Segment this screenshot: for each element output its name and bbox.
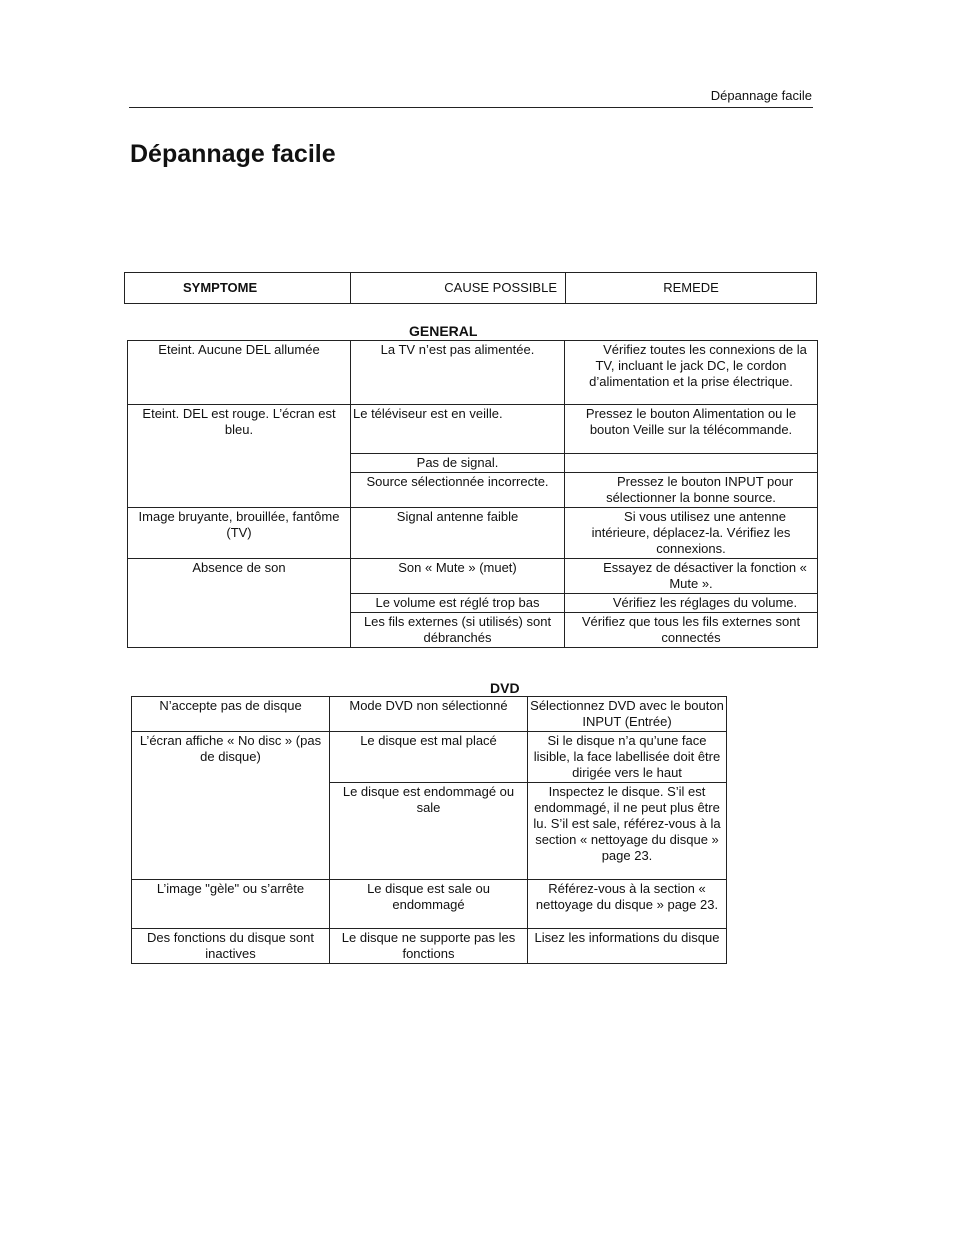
cause-cell: Source sélectionnée incorrecte. [351,473,565,508]
column-header-cause: CAUSE POSSIBLE [351,273,566,304]
cause-cell: Le volume est réglé trop bas [351,594,565,613]
symptom-cell: L’écran affiche « No disc » (pas de disque) [132,732,330,880]
remedy-cell: Pressez le bouton Alimentation ou le bouton Veille sur la télécommande. [565,405,818,454]
cause-cell: Signal antenne faible [351,508,565,559]
remedy-cell: Lisez les informations du disque [528,929,727,964]
symptom-cell: Absence de son [128,559,351,648]
symptom-cell: N’accepte pas de disque [132,697,330,732]
general-table [127,340,818,648]
column-header-remedy: REMEDE [566,273,817,304]
table-row [132,732,727,783]
table-row [132,697,727,732]
column-header-table [124,272,817,304]
cause-cell: La TV n’est pas alimentée. [351,341,565,405]
cause-cell: Le disque est endommagé ou sale [330,783,528,880]
cause-cell: Le téléviseur est en veille. [351,405,565,454]
cause-cell: Son « Mute » (muet) [351,559,565,594]
remedy-cell: Vérifiez toutes les connexions de la TV, incluant le jack DC, le cordon d’alimentation et la prise électrique. [565,341,818,405]
header-rule [129,107,813,108]
symptom-cell: Eteint. DEL est rouge. L’écran est bleu. [128,405,351,508]
symptom-cell: Eteint. Aucune DEL allumée [128,341,351,405]
dvd-section-label: DVD [490,680,520,696]
table-row [128,508,818,559]
symptom-cell: L’image "gèle" ou s’arrête [132,880,330,929]
cause-cell: Pas de signal. [351,454,565,473]
cause-cell: Le disque est sale ou endommagé [330,880,528,929]
remedy-cell: Si le disque n’a qu’une face lisible, la face labellisée doit être dirigée vers le haut [528,732,727,783]
remedy-cell: Référez-vous à la section « nettoyage du disque » page 23. [528,880,727,929]
cause-cell: Le disque est mal placé [330,732,528,783]
remedy-cell: Si vous utilisez une antenne intérieure, déplacez-la. Vérifiez les connexions. [565,508,818,559]
table-row [132,880,727,929]
remedy-cell [565,454,818,473]
remedy-cell: Vérifiez les réglages du volume. [565,594,818,613]
table-row [128,341,818,405]
cause-cell: Les fils externes (si utilisés) sont débranchés [351,613,565,648]
table-row [128,405,818,454]
table-row [125,273,817,304]
symptom-cell: Des fonctions du disque sont inactives [132,929,330,964]
running-header: Dépannage facile [710,88,812,103]
remedy-cell: Vérifiez que tous les fils externes sont connectés [565,613,818,648]
remedy-cell: Inspectez le disque. S’il est endommagé, il ne peut plus être lu. S’il est sale, référez-vous à la section « nettoyage du disque » page 23. [528,783,727,880]
symptom-cell: Image bruyante, brouillée, fantôme (TV) [128,508,351,559]
remedy-cell: Sélectionnez DVD avec le bouton INPUT (Entrée) [528,697,727,732]
table-row [132,929,727,964]
remedy-cell: Essayez de désactiver la fonction « Mute ». [565,559,818,594]
page-title: Dépannage facile [130,140,336,168]
dvd-table [131,696,727,964]
column-header-symptom: SYMPTOME [125,273,351,304]
general-section-label: GENERAL [409,323,478,339]
remedy-cell: Pressez le bouton INPUT pour sélectionner la bonne source. [565,473,818,508]
cause-cell: Mode DVD non sélectionné [330,697,528,732]
table-row [128,559,818,594]
cause-cell: Le disque ne supporte pas les fonctions [330,929,528,964]
